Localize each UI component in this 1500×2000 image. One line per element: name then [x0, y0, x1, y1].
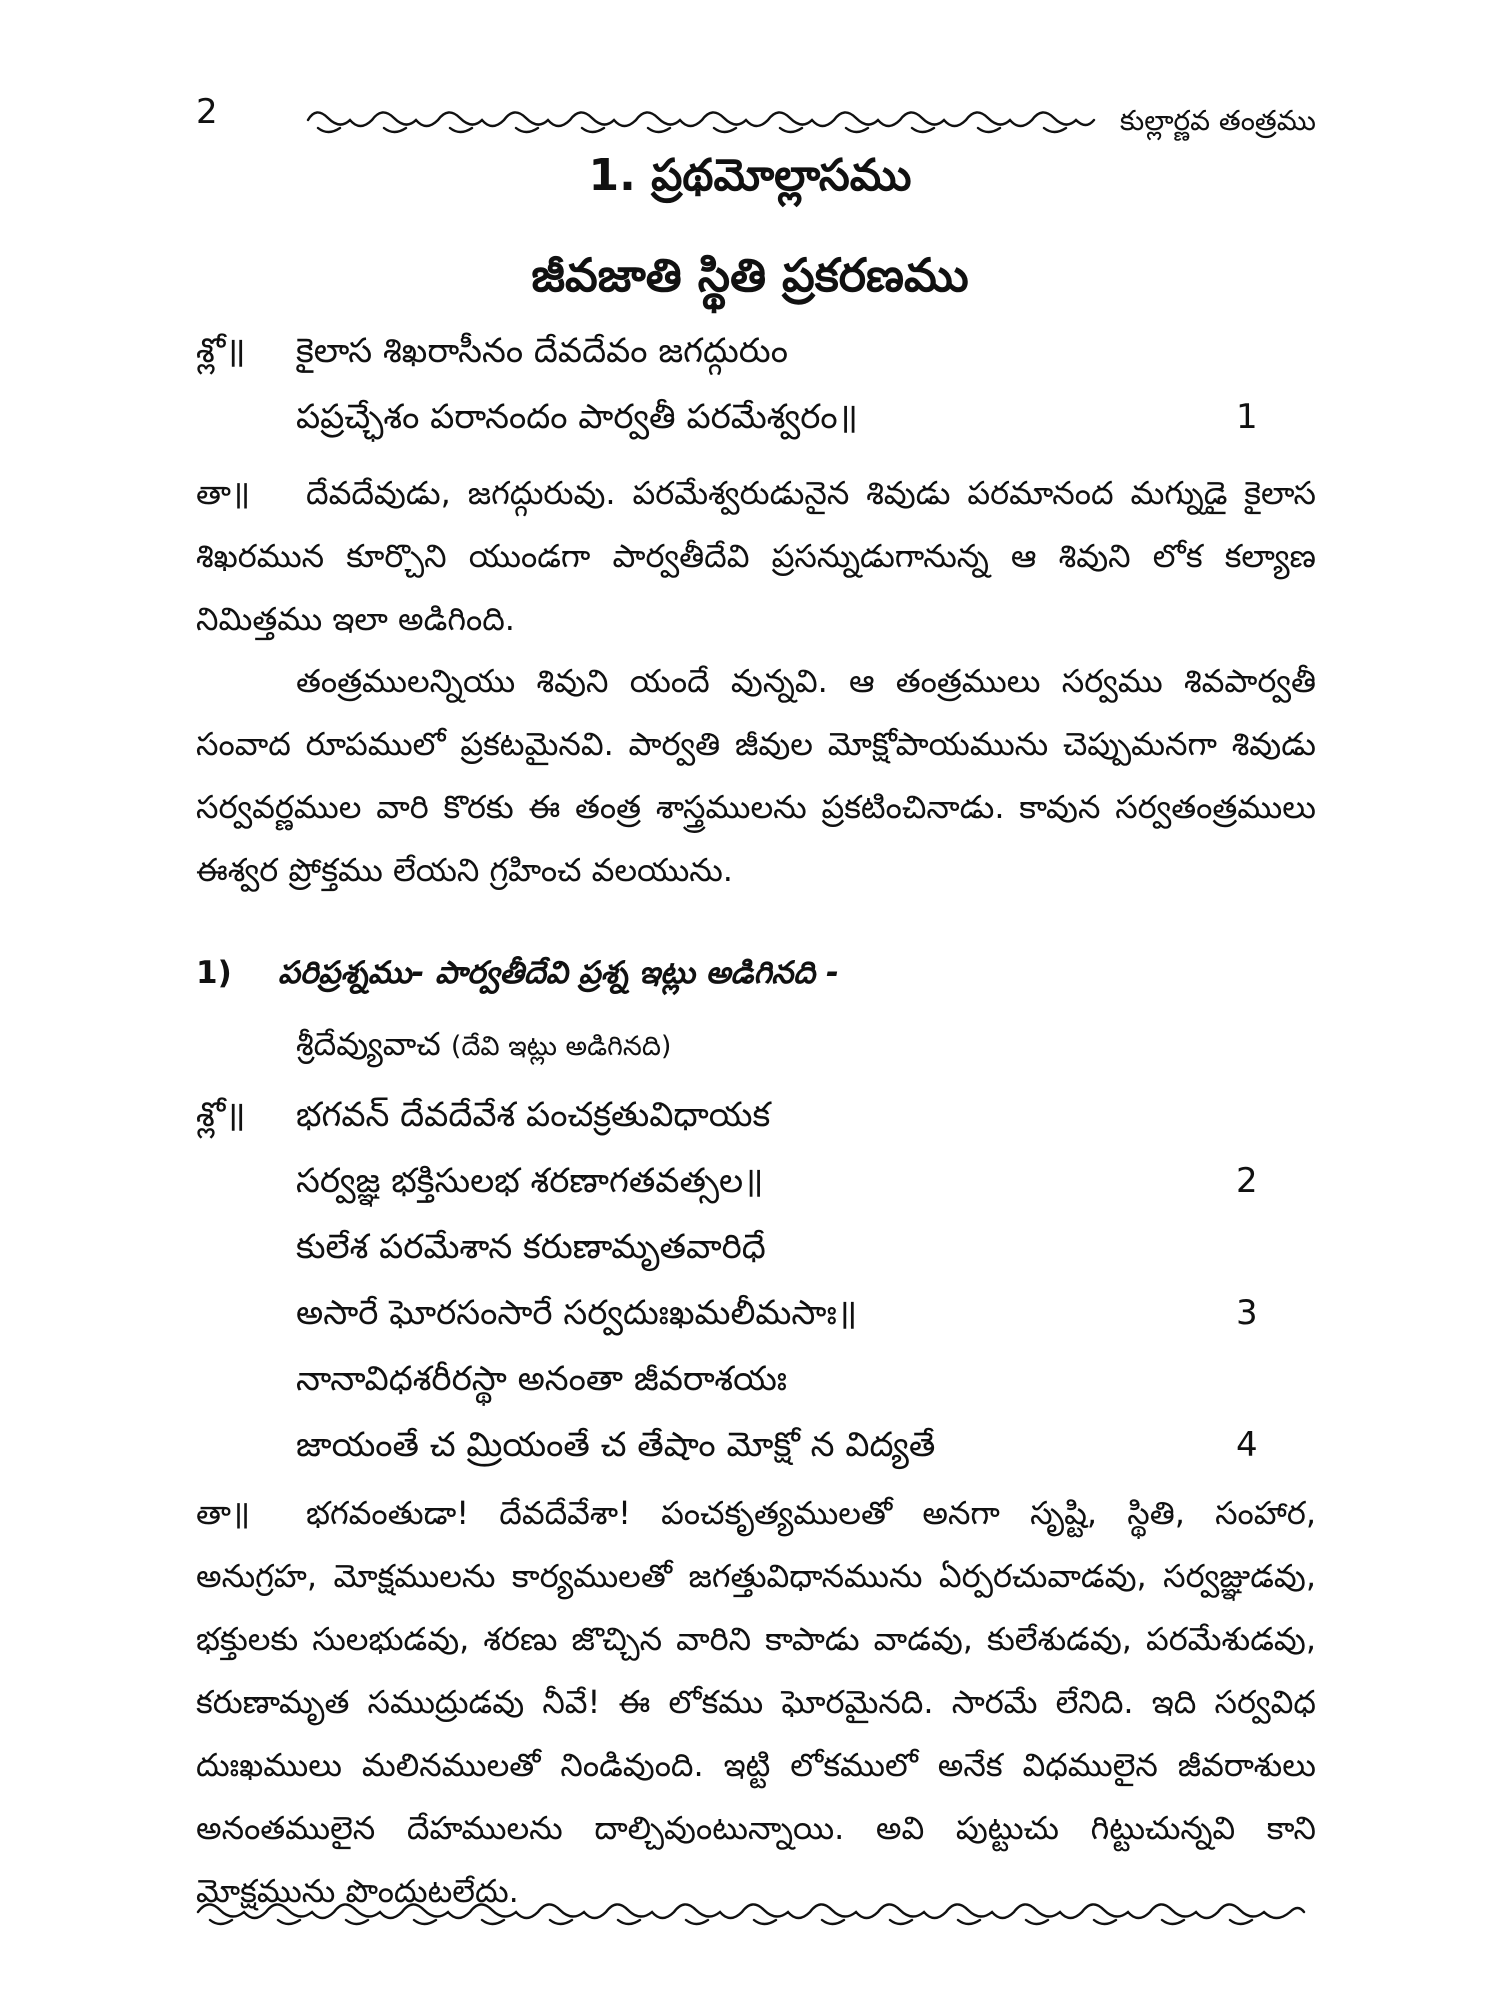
verse-text: భగవన్ దేవదేవేశ పంచక్రతువిధాయక	[296, 1095, 771, 1135]
verse-number: 3	[1236, 1293, 1258, 1333]
verse-line	[196, 1412, 1316, 1478]
tatparya-label: తా॥	[196, 474, 251, 512]
header-ornament	[306, 98, 1096, 142]
verse-line	[196, 384, 1316, 450]
item-text: పరిప్రశ్నము- పార్వతీదేవి ప్రశ్న ఇట్లు అడిగినది -	[278, 955, 839, 991]
tatparya-label: తా॥	[196, 1494, 251, 1532]
page-number: 2	[196, 92, 218, 132]
verse-number: 4	[1236, 1425, 1258, 1465]
tatparya-text: భగవంతుడా! దేవదేవేశా! పంచకృత్యములతో అనగా సృష్టి, స్థితి, సంహార, అనుగ్రహ, మోక్షములను కార్యములతో జగత్తువిధానమును ఏర్పరచువాడవు, సర్వజ్ఞుడవు, భక్తులకు సులభుడవు, శరణు జొచ్చిన వారిని కాపాడు వాడవు, కులేశుడవు, పరమేశుడవు, కరుణామృత సముద్రుడవు నీవే! ఈ లోకము ఘోరమైనది. సారమే లేనిది. ఇది సర్వవిధ దుఃఖములు మలినములతో నిండివుంది. ఇట్టి లోకములో అనేక విధములైన జీవరాశులు అనంతములైన దేహములను దాల్చివుంటున్నాయి. అవి పుట్టుచు గిట్టుచున్నవి కాని మోక్షమును పొందుటలేదు.	[196, 1494, 1316, 1910]
verse-2	[196, 1082, 1316, 1478]
verse-text: సర్వజ్ఞ భక్తిసులభ శరణాగతవత్సల॥	[296, 1161, 764, 1201]
footer-ornament	[196, 1890, 1306, 1934]
speaker-name: శ్రీదేవ్యువాచ	[296, 1025, 441, 1063]
verse-number: 2	[1236, 1161, 1258, 1201]
tatparya-2	[196, 1482, 1316, 1923]
section-title: జీవజాతి స్థితి ప్రకరణము	[531, 248, 969, 302]
verse-text: కులేశ పరమేశాన కరుణామృతవారిధే	[296, 1227, 766, 1267]
verse-line	[196, 1280, 1316, 1346]
chapter-title: 1. ప్రథమోల్లాసము	[588, 150, 912, 201]
verse-line	[196, 1346, 1316, 1412]
book-title: కుల్లార్ణవ తంత్రము	[1119, 104, 1316, 137]
tatparya-1	[196, 462, 1316, 651]
verse-text: జాయంతే చ మ్రియంతే చ తేషాం మోక్షో న విద్యతే	[296, 1425, 936, 1465]
verse-line	[196, 318, 1316, 384]
speaker-gloss: (దేవి ఇట్లు అడిగినది)	[450, 1031, 672, 1062]
item-number: 1)	[196, 955, 232, 991]
verse-number: 1	[1236, 397, 1258, 437]
verse-line	[196, 1214, 1316, 1280]
speaker-line	[296, 1025, 671, 1071]
verse-text: అసారే ఘోరసంసారే సర్వదుఃఖమలీమసాః॥	[296, 1293, 858, 1333]
sloka-marker: శ్లో॥	[196, 331, 246, 371]
verse-line	[196, 1082, 1316, 1148]
tatparya-text: దేవదేవుడు, జగద్గురువు. పరమేశ్వరుడునైన శివుడు పరమానంద మగ్నుడై కైలాస శిఖరమున కూర్చొని యుండగా పార్వతీదేవి ప్రసన్నుడుగానున్న ఆ శివుని లోక కల్యాణ నిమిత్తము ఇలా అడిగింది.	[196, 474, 1316, 638]
verse-1	[196, 318, 1316, 450]
verse-text: కైలాస శిఖరాసీనం దేవదేవం జగద్గురుం	[296, 331, 788, 371]
sloka-marker: శ్లో॥	[196, 1095, 246, 1135]
page-header	[196, 92, 1316, 152]
verse-text: నానావిధశరీరస్థా అనంతా జీవరాశయః	[296, 1359, 787, 1399]
paragraph-2: తంత్రములన్నియు శివుని యందే వున్నవి. ఆ తంత్రములు సర్వము శివపార్వతీ సంవాద రూపములో ప్రకటమైనవి. పార్వతి జీవుల మోక్షోపాయమును చెప్పుమనగా శివుడు సర్వవర్ణముల వారి కొరకు ఈ తంత్ర శాస్త్రములను ప్రకటించినాడు. కావున సర్వతంత్రములు ఈశ్వర ప్రోక్తము లేయని గ్రహించ వలయును.	[196, 662, 1316, 889]
verse-line	[196, 1148, 1316, 1214]
verse-text: పప్రచ్ఛేశం పరానందం పార్వతీ పరమేశ్వరం॥	[296, 397, 858, 437]
